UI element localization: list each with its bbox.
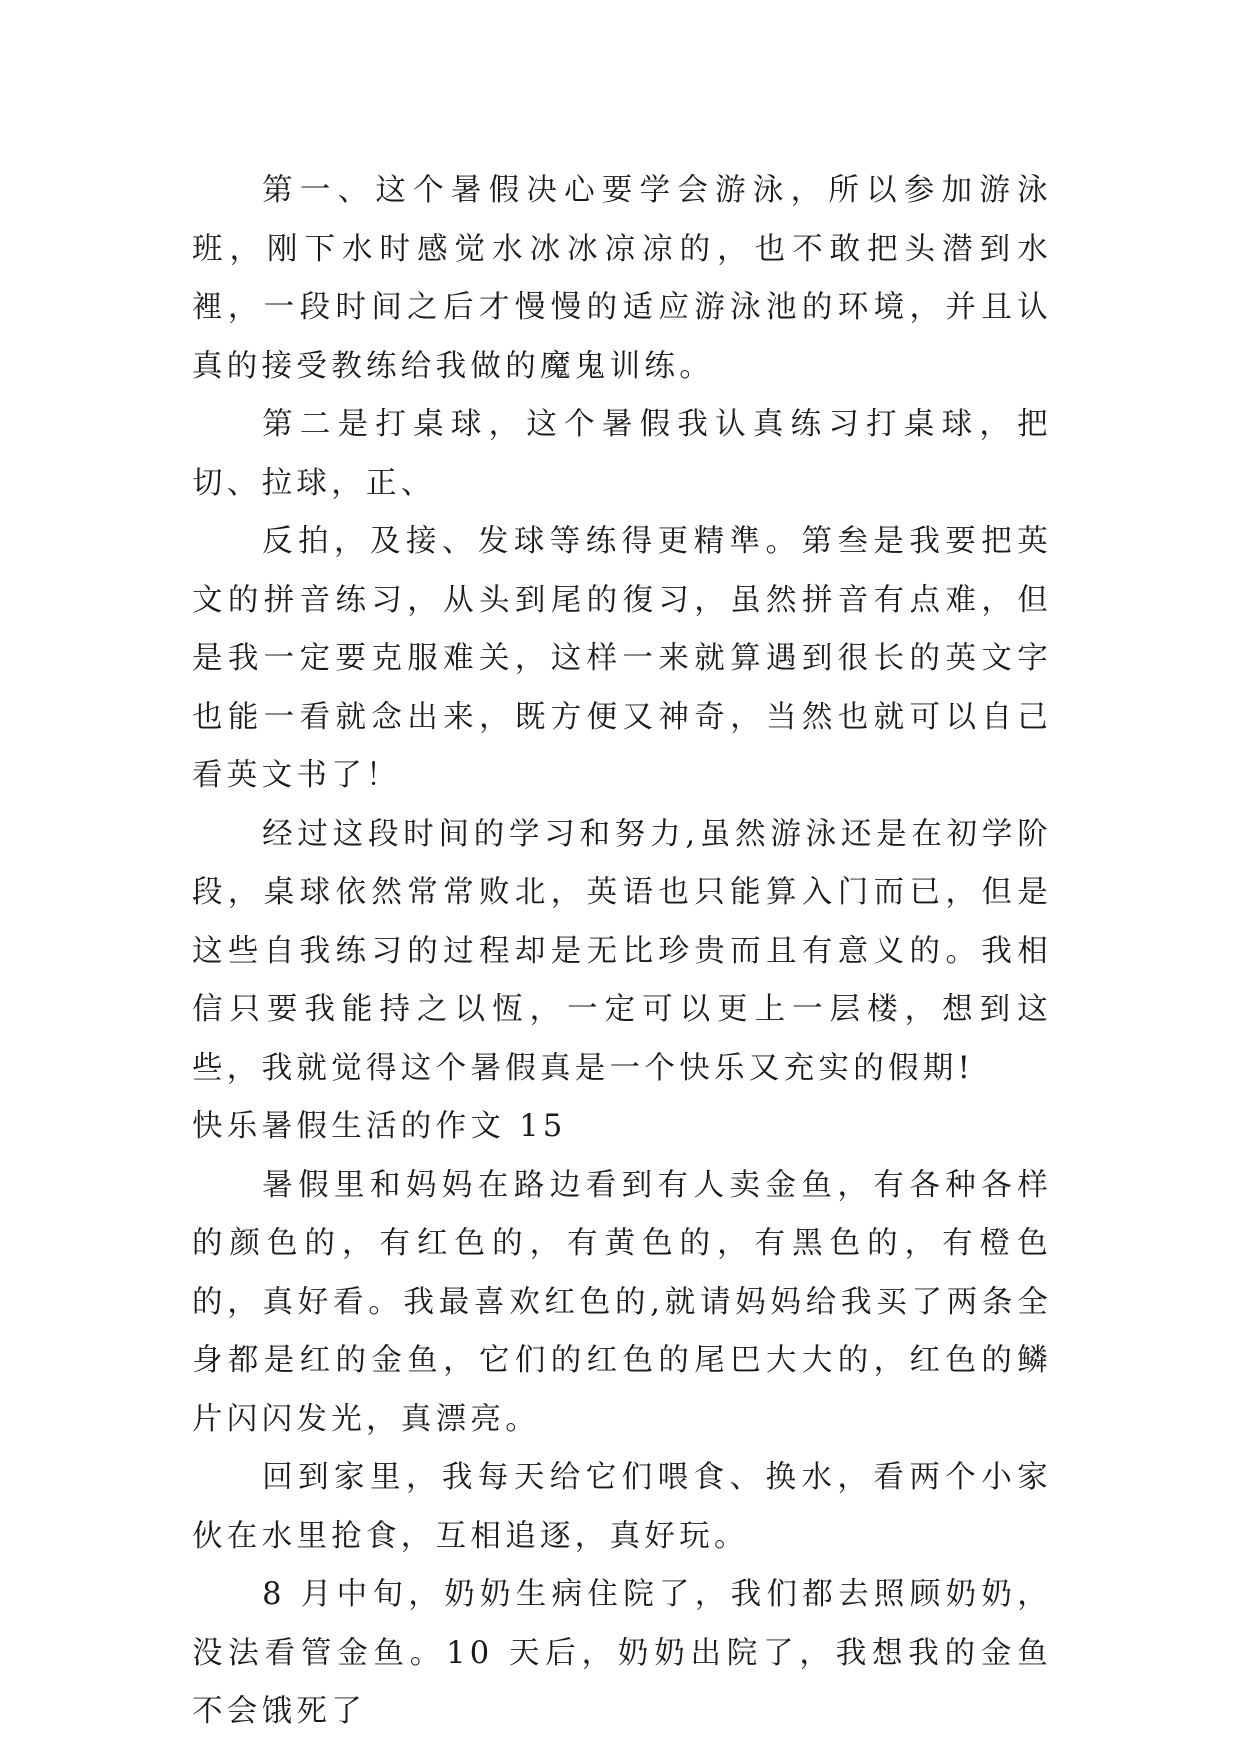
paragraph-goldfish-home: 回到家里，我每天给它们喂食、换水，看两个小家伙在水里抢食，互相追逐，真好玩。 — [192, 1460, 1052, 1554]
document-body — [192, 162, 1052, 1742]
paragraph-swimming: 第一、这个暑假决心要学会游泳，所以参加游泳班，刚下水时感觉水冰冰凉凉的，也不敢把头潜到水裡，一段时间之后才慢慢的适应游泳池的环境，并且认真的接受教练给我做的魔鬼训练。 — [192, 173, 1052, 384]
paragraph-grandma-hospital: 8 月中旬，奶奶生病住院了，我们都去照顾奶奶，没法看管金鱼。10 天后，奶奶出院了，我想我的金鱼不会饿死了 — [192, 1577, 1052, 1729]
section-heading: 快乐暑假生活的作文 15 — [192, 1109, 567, 1144]
paragraph-table-tennis: 第二是打桌球，这个暑假我认真练习打桌球，把切、拉球，正、 — [192, 407, 1052, 501]
paragraph-goldfish-buy: 暑假里和妈妈在路边看到有人卖金鱼，有各种各样的颜色的，有红色的，有黄色的，有黑色的，有橙色的，真好看。我最喜欢红色的,就请妈妈给我买了两条全身都是红的金鱼，它们的红色的尾巴大大的，红色的鳞片闪闪发光，真漂亮。 — [192, 1167, 1052, 1437]
paragraph-english: 反拍，及接、发球等练得更精準。第叁是我要把英文的拼音练习，从头到尾的復习，虽然拼音有点难，但是我一定要克服难关，这样一来就算遇到很长的英文字也能一看就念出来，既方便又神奇，当然也就可以自己看英文书了！ — [192, 524, 1052, 793]
paragraph-conclusion: 经过这段时间的学习和努力,虽然游泳还是在初学阶段，桌球依然常常败北，英语也只能算入门而已，但是这些自我练习的过程却是无比珍贵而且有意义的。我相信只要我能持之以恆，一定可以更上一层楼，想到这些，我就觉得这个暑假真是一个快乐又充实的假期! — [192, 816, 1052, 1086]
